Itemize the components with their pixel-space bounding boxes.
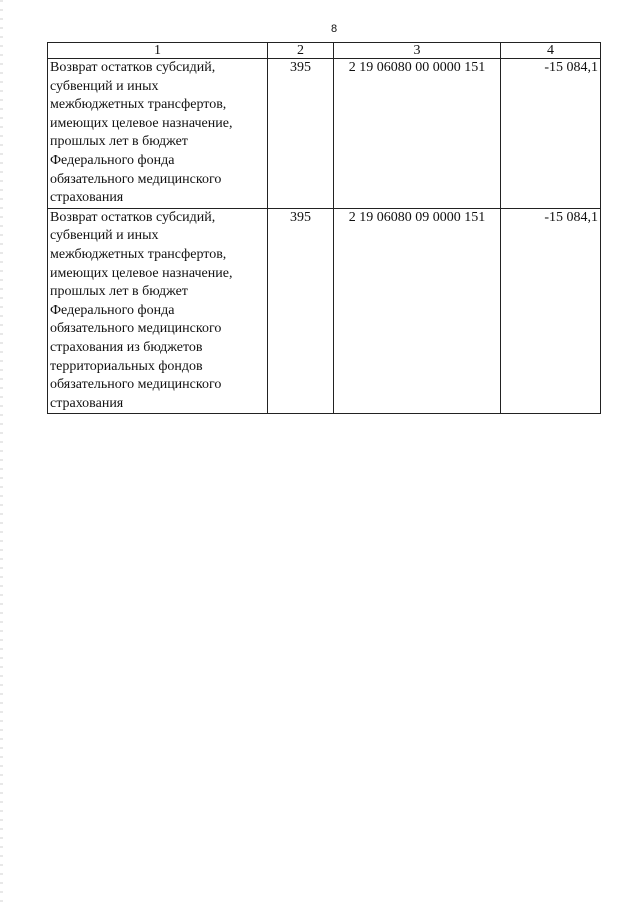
scan-edge-artifact (0, 0, 3, 905)
column-header-4: 4 (501, 43, 601, 59)
page-number: 8 (330, 23, 338, 35)
table-header-row (48, 43, 601, 59)
row-budget-code-cell: 2 19 06080 00 0000 151 (334, 59, 501, 209)
column-header-3: 3 (334, 43, 501, 59)
row-amount-cell: -15 084,1 (501, 208, 601, 414)
row-name-cell: Возврат остатков субсидий, субвенций и иных межбюджетных трансфертов, имеющих целевое назначение, прошлых лет в бюджет Федерального фонда обязательного медицинского страхования из бюджетов территориальных фондов обязательного медицинского страхования (48, 208, 268, 414)
row-amount-cell: -15 084,1 (501, 59, 601, 209)
budget-table (47, 42, 601, 414)
table-row (48, 208, 601, 414)
column-header-1: 1 (48, 43, 268, 59)
column-header-2: 2 (268, 43, 334, 59)
row-name-cell: Возврат остатков субсидий, субвенций и иных межбюджетных трансфертов, имеющих целевое назначение, прошлых лет в бюджет Федерального фонда обязательного медицинского страхования (48, 59, 268, 209)
row-admin-code-cell: 395 (268, 59, 334, 209)
table-row (48, 59, 601, 209)
row-budget-code-cell: 2 19 06080 09 0000 151 (334, 208, 501, 414)
row-admin-code-cell: 395 (268, 208, 334, 414)
